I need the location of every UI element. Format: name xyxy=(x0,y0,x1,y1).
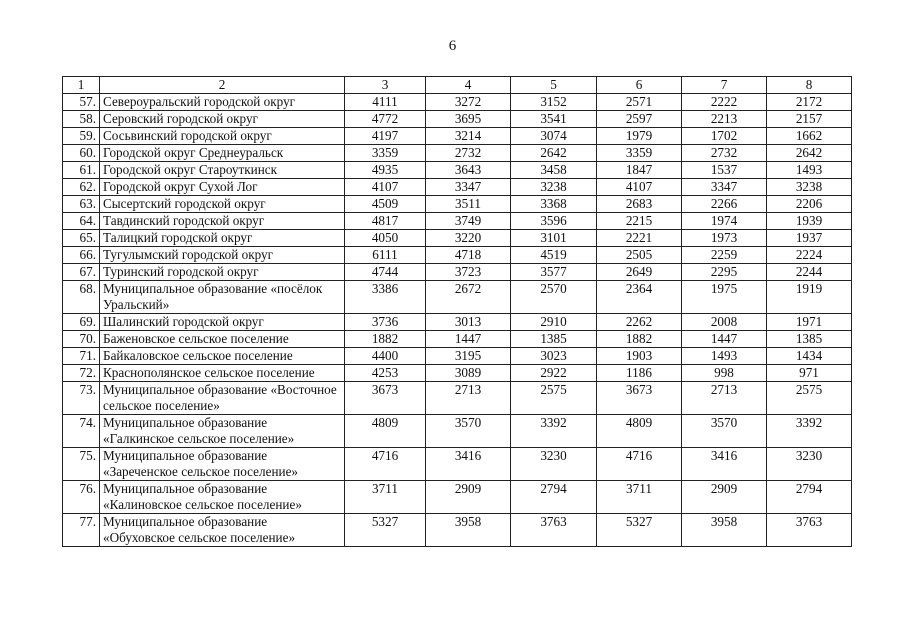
page-number: 6 xyxy=(448,38,457,54)
value-cell: 4716 xyxy=(345,448,426,481)
table-row xyxy=(63,264,852,281)
value-cell: 3101 xyxy=(511,230,597,247)
value-cell: 2570 xyxy=(511,281,597,314)
value-cell: 3511 xyxy=(426,196,511,213)
municipality-name: Муниципальное образование «Галкинское сельское поселение» xyxy=(100,415,345,448)
table-row xyxy=(63,94,852,111)
value-cell: 4253 xyxy=(345,365,426,382)
table-row xyxy=(63,314,852,331)
value-cell: 4716 xyxy=(597,448,682,481)
value-cell: 3673 xyxy=(597,382,682,415)
value-cell: 3577 xyxy=(511,264,597,281)
value-cell: 1974 xyxy=(682,213,767,230)
value-cell: 3596 xyxy=(511,213,597,230)
row-number: 77. xyxy=(63,514,100,547)
table-row xyxy=(63,514,852,547)
municipality-name: Муниципальное образование «Калиновское сельское поселение» xyxy=(100,481,345,514)
table-row xyxy=(63,348,852,365)
value-cell: 2364 xyxy=(597,281,682,314)
value-cell: 3763 xyxy=(767,514,852,547)
table-row xyxy=(63,111,852,128)
value-cell: 2259 xyxy=(682,247,767,264)
municipality-name: Североуральский городской округ xyxy=(100,94,345,111)
value-cell: 3749 xyxy=(426,213,511,230)
table-row xyxy=(63,196,852,213)
header-cell: 4 xyxy=(426,77,511,94)
value-cell: 1847 xyxy=(597,162,682,179)
value-cell: 4050 xyxy=(345,230,426,247)
value-cell: 1939 xyxy=(767,213,852,230)
municipality-name: Муниципальное образование «посёлок Уральский» xyxy=(100,281,345,314)
value-cell: 4809 xyxy=(597,415,682,448)
municipality-name: Сосьвинский городской округ xyxy=(100,128,345,145)
municipality-name: Баженовское сельское поселение xyxy=(100,331,345,348)
value-cell: 3214 xyxy=(426,128,511,145)
value-cell: 2157 xyxy=(767,111,852,128)
value-cell: 4935 xyxy=(345,162,426,179)
table-row xyxy=(63,247,852,264)
value-cell: 1385 xyxy=(767,331,852,348)
row-number: 70. xyxy=(63,331,100,348)
row-number: 64. xyxy=(63,213,100,230)
value-cell: 1434 xyxy=(767,348,852,365)
value-cell: 3458 xyxy=(511,162,597,179)
header-cell: 7 xyxy=(682,77,767,94)
value-cell: 3416 xyxy=(426,448,511,481)
value-cell: 4107 xyxy=(345,179,426,196)
value-cell: 3359 xyxy=(345,145,426,162)
value-cell: 1186 xyxy=(597,365,682,382)
value-cell: 2732 xyxy=(682,145,767,162)
table-row xyxy=(63,230,852,247)
value-cell: 1882 xyxy=(597,331,682,348)
value-cell: 1973 xyxy=(682,230,767,247)
value-cell: 3013 xyxy=(426,314,511,331)
value-cell: 4817 xyxy=(345,213,426,230)
value-cell: 2575 xyxy=(767,382,852,415)
value-cell: 2649 xyxy=(597,264,682,281)
value-cell: 3736 xyxy=(345,314,426,331)
municipality-name: Серовский городской округ xyxy=(100,111,345,128)
value-cell: 4509 xyxy=(345,196,426,213)
value-cell: 2922 xyxy=(511,365,597,382)
value-cell: 3074 xyxy=(511,128,597,145)
table-row xyxy=(63,145,852,162)
value-cell: 2222 xyxy=(682,94,767,111)
header-cell: 8 xyxy=(767,77,852,94)
value-cell: 3089 xyxy=(426,365,511,382)
table-row xyxy=(63,179,852,196)
value-cell: 2213 xyxy=(682,111,767,128)
value-cell: 3711 xyxy=(597,481,682,514)
table-row xyxy=(63,365,852,382)
table-row xyxy=(63,213,852,230)
header-cell: 1 xyxy=(63,77,100,94)
municipality-name: Сысертский городской округ xyxy=(100,196,345,213)
municipality-name: Муниципальное образование «Зареченское сельское поселение» xyxy=(100,448,345,481)
table-row xyxy=(63,128,852,145)
municipality-name: Талицкий городской округ xyxy=(100,230,345,247)
row-number: 59. xyxy=(63,128,100,145)
value-cell: 5327 xyxy=(597,514,682,547)
municipality-name: Шалинский городской округ xyxy=(100,314,345,331)
value-cell: 1447 xyxy=(426,331,511,348)
table-row xyxy=(63,281,852,314)
value-cell: 1903 xyxy=(597,348,682,365)
value-cell: 3643 xyxy=(426,162,511,179)
value-cell: 3958 xyxy=(682,514,767,547)
municipality-name: Тугулымский городской округ xyxy=(100,247,345,264)
value-cell: 4809 xyxy=(345,415,426,448)
row-number: 60. xyxy=(63,145,100,162)
value-cell: 3195 xyxy=(426,348,511,365)
value-cell: 3386 xyxy=(345,281,426,314)
value-cell: 2295 xyxy=(682,264,767,281)
value-cell: 6111 xyxy=(345,247,426,264)
value-cell: 3673 xyxy=(345,382,426,415)
row-number: 71. xyxy=(63,348,100,365)
value-cell: 3392 xyxy=(767,415,852,448)
row-number: 63. xyxy=(63,196,100,213)
municipality-name: Муниципальное образование «Обуховское сельское поселение» xyxy=(100,514,345,547)
value-cell: 3359 xyxy=(597,145,682,162)
row-number: 69. xyxy=(63,314,100,331)
value-cell: 2262 xyxy=(597,314,682,331)
municipality-name: Городской округ Староуткинск xyxy=(100,162,345,179)
value-cell: 3392 xyxy=(511,415,597,448)
value-cell: 3220 xyxy=(426,230,511,247)
value-cell: 3023 xyxy=(511,348,597,365)
value-cell: 3416 xyxy=(682,448,767,481)
value-cell: 3695 xyxy=(426,111,511,128)
municipality-name: Городской округ Сухой Лог xyxy=(100,179,345,196)
value-cell: 3570 xyxy=(426,415,511,448)
value-cell: 2732 xyxy=(426,145,511,162)
value-cell: 2206 xyxy=(767,196,852,213)
value-cell: 3238 xyxy=(511,179,597,196)
header-cell: 6 xyxy=(597,77,682,94)
value-cell: 3763 xyxy=(511,514,597,547)
value-cell: 3711 xyxy=(345,481,426,514)
table-row xyxy=(63,481,852,514)
municipality-name: Тавдинский городской округ xyxy=(100,213,345,230)
header-cell: 2 xyxy=(100,77,345,94)
value-cell: 2909 xyxy=(682,481,767,514)
table-row xyxy=(63,162,852,179)
row-number: 76. xyxy=(63,481,100,514)
value-cell: 2224 xyxy=(767,247,852,264)
table-row xyxy=(63,382,852,415)
row-number: 73. xyxy=(63,382,100,415)
row-number: 68. xyxy=(63,281,100,314)
value-cell: 1937 xyxy=(767,230,852,247)
value-cell: 3347 xyxy=(682,179,767,196)
value-cell: 971 xyxy=(767,365,852,382)
value-cell: 2505 xyxy=(597,247,682,264)
value-cell: 3230 xyxy=(511,448,597,481)
value-cell: 998 xyxy=(682,365,767,382)
value-cell: 1662 xyxy=(767,128,852,145)
value-cell: 1493 xyxy=(682,348,767,365)
value-cell: 1493 xyxy=(767,162,852,179)
value-cell: 4400 xyxy=(345,348,426,365)
municipality-name: Туринский городской округ xyxy=(100,264,345,281)
value-cell: 4772 xyxy=(345,111,426,128)
row-number: 72. xyxy=(63,365,100,382)
value-cell: 2597 xyxy=(597,111,682,128)
value-cell: 3238 xyxy=(767,179,852,196)
value-cell: 2215 xyxy=(597,213,682,230)
value-cell: 2713 xyxy=(682,382,767,415)
value-cell: 1882 xyxy=(345,331,426,348)
value-cell: 3152 xyxy=(511,94,597,111)
value-cell: 3272 xyxy=(426,94,511,111)
row-number: 57. xyxy=(63,94,100,111)
value-cell: 2244 xyxy=(767,264,852,281)
value-cell: 1537 xyxy=(682,162,767,179)
value-cell: 1702 xyxy=(682,128,767,145)
value-cell: 1447 xyxy=(682,331,767,348)
value-cell: 4197 xyxy=(345,128,426,145)
row-number: 74. xyxy=(63,415,100,448)
value-cell: 2575 xyxy=(511,382,597,415)
value-cell: 3368 xyxy=(511,196,597,213)
row-number: 65. xyxy=(63,230,100,247)
value-cell: 3230 xyxy=(767,448,852,481)
municipality-name: Муниципальное образование «Восточное сельское поселение» xyxy=(100,382,345,415)
table-row xyxy=(63,448,852,481)
value-cell: 5327 xyxy=(345,514,426,547)
value-cell: 2713 xyxy=(426,382,511,415)
row-number: 58. xyxy=(63,111,100,128)
table-header-row xyxy=(63,77,852,94)
value-cell: 3347 xyxy=(426,179,511,196)
municipality-name: Краснополянское сельское поселение xyxy=(100,365,345,382)
value-cell: 4111 xyxy=(345,94,426,111)
row-number: 75. xyxy=(63,448,100,481)
value-cell: 2642 xyxy=(767,145,852,162)
value-cell: 4718 xyxy=(426,247,511,264)
value-cell: 2571 xyxy=(597,94,682,111)
value-cell: 1971 xyxy=(767,314,852,331)
value-cell: 2008 xyxy=(682,314,767,331)
value-cell: 3723 xyxy=(426,264,511,281)
table-row xyxy=(63,415,852,448)
value-cell: 2794 xyxy=(767,481,852,514)
table-row xyxy=(63,331,852,348)
municipality-name: Городской округ Среднеуральск xyxy=(100,145,345,162)
row-number: 66. xyxy=(63,247,100,264)
value-cell: 2672 xyxy=(426,281,511,314)
value-cell: 3541 xyxy=(511,111,597,128)
value-cell: 1385 xyxy=(511,331,597,348)
value-cell: 1979 xyxy=(597,128,682,145)
value-cell: 1919 xyxy=(767,281,852,314)
row-number: 62. xyxy=(63,179,100,196)
value-cell: 2266 xyxy=(682,196,767,213)
value-cell: 4519 xyxy=(511,247,597,264)
value-cell: 1975 xyxy=(682,281,767,314)
value-cell: 4107 xyxy=(597,179,682,196)
value-cell: 3570 xyxy=(682,415,767,448)
data-table xyxy=(62,76,852,547)
value-cell: 2909 xyxy=(426,481,511,514)
value-cell: 3958 xyxy=(426,514,511,547)
municipality-name: Байкаловское сельское поселение xyxy=(100,348,345,365)
row-number: 67. xyxy=(63,264,100,281)
value-cell: 2794 xyxy=(511,481,597,514)
row-number: 61. xyxy=(63,162,100,179)
header-cell: 3 xyxy=(345,77,426,94)
value-cell: 2172 xyxy=(767,94,852,111)
value-cell: 4744 xyxy=(345,264,426,281)
value-cell: 2910 xyxy=(511,314,597,331)
value-cell: 2221 xyxy=(597,230,682,247)
value-cell: 2642 xyxy=(511,145,597,162)
header-cell: 5 xyxy=(511,77,597,94)
value-cell: 2683 xyxy=(597,196,682,213)
